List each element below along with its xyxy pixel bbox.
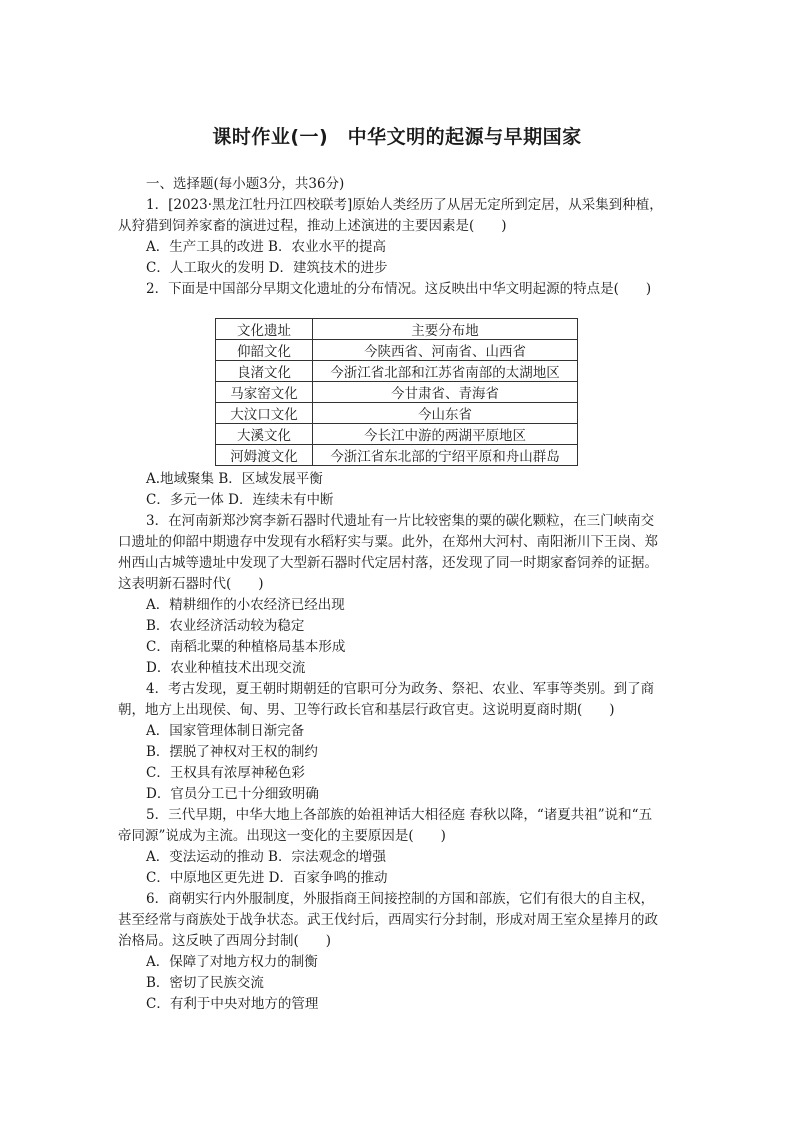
- question-text: 5．三代早期，中华大地上各部族的始祖神话大相径庭 春秋以降，“诸夏共祖”说和“五: [146, 807, 653, 823]
- option-line: C．中原地区更先进 D．百家争鸣的推动: [146, 870, 388, 886]
- option-line: B．密切了民族交流: [146, 975, 264, 991]
- option-line: D．农业种植技术出现交流: [146, 660, 306, 676]
- option-line: A.地域聚集 B．区域发展平衡: [146, 471, 323, 487]
- option-line: C．多元一体 D．连续未有中断: [146, 492, 334, 508]
- option-line: C．南稻北粟的种植格局基本形成: [146, 639, 346, 655]
- question-text: 1．[2023·黑龙江牡丹江四校联考]原始人类经历了从居无定所到定居，从采集到种植，: [146, 197, 663, 213]
- table-cell: 今山东省: [313, 403, 578, 424]
- question-text: 这表明新石器时代( ): [118, 576, 264, 592]
- question-text: 州西山古城等遗址中发现了大型新石器时代定居村落，还发现了同一时期家畜饲养的证据。: [118, 555, 658, 571]
- option-line: C．王权具有浓厚神秘色彩: [146, 765, 305, 781]
- option-line: C．有利于中央对地方的管理: [146, 996, 319, 1012]
- question-text: 6．商朝实行内外服制度，外服指商王间接控制的方国和部族，它们有很大的自主权，: [146, 891, 655, 907]
- culture-sites-table: [215, 318, 578, 466]
- table-cell: 大汶口文化: [216, 403, 313, 424]
- question-text: 4．考古发现，夏王朝时期朝廷的官职可分为政务、祭祀、农业、军事等类别。到了商: [146, 681, 655, 697]
- table-cell: 今浙江省东北部的宁绍平原和舟山群岛: [313, 445, 578, 466]
- table-cell: 今甘肃省、青海省: [313, 382, 578, 403]
- question-text: 甚至经常与商族处于战争状态。武王伐纣后，西周实行分封制，形成对周王室众星捧月的政: [118, 912, 658, 928]
- question-text: 2．下面是中国部分早期文化遗址的分布情况。这反映出中华文明起源的特点是( ): [146, 281, 652, 297]
- table-cell: 仰韶文化: [216, 340, 313, 361]
- table-header-row: [216, 319, 578, 340]
- question-text: 朝，地方上出现侯、甸、男、卫等行政长官和基层行政官吏。这说明夏商时期( ): [118, 702, 615, 718]
- option-line: B．农业经济活动较为稳定: [146, 618, 305, 634]
- question-text: 口遗址的仰韶中期遗存中发现有水稻籽实与粟。此外，在郑州大河村、南阳淅川下王岗、郑: [118, 534, 658, 550]
- table-cell: 今陕西省、河南省、山西省: [313, 340, 578, 361]
- table-row: [216, 424, 578, 445]
- table-header-cell: 主要分布地: [313, 319, 578, 340]
- table-header-cell: 文化遗址: [216, 319, 313, 340]
- option-line: D．官员分工已十分细致明确: [146, 786, 319, 802]
- question-text: 治格局。这反映了西周分封制( ): [118, 933, 332, 949]
- table-cell: 今长江中游的两湖平原地区: [313, 424, 578, 445]
- table-cell: 马家窑文化: [216, 382, 313, 403]
- table-row: [216, 445, 578, 466]
- section-heading: 一、选择题(每小题3分，共36分): [146, 176, 345, 192]
- option-line: A．变法运动的推动 B．宗法观念的增强: [146, 849, 386, 865]
- table-row: [216, 382, 578, 403]
- question-text: 3．在河南新郑沙窝李新石器时代遗址有一片比较密集的粟的碳化颗粒，在三门峡南交: [146, 513, 655, 529]
- question-text: 从狩猎到饲养家畜的演进过程，推动上述演进的主要因素是( ): [118, 218, 507, 234]
- table-cell: 今浙江省北部和江苏省南部的太湖地区: [313, 361, 578, 382]
- question-text: 帝同源”说成为主流。出现这一变化的主要原因是( ): [118, 828, 446, 844]
- table-row: [216, 361, 578, 382]
- table-cell: 河姆渡文化: [216, 445, 313, 466]
- table-cell: 良渚文化: [216, 361, 313, 382]
- option-line: B．摆脱了神权对王权的制约: [146, 744, 318, 760]
- option-line: C．人工取火的发明 D．建筑技术的进步: [146, 260, 388, 276]
- page-title: 课时作业(一) 中华文明的起源与早期国家: [212, 126, 582, 148]
- option-line: A．生产工具的改进 B．农业水平的提高: [146, 239, 386, 255]
- option-line: A．精耕细作的小农经济已经出现: [146, 597, 345, 613]
- option-line: A．保障了对地方权力的制衡: [146, 954, 318, 970]
- option-line: A．国家管理体制日渐完备: [146, 723, 305, 739]
- table-cell: 大溪文化: [216, 424, 313, 445]
- table-row: [216, 340, 578, 361]
- table-row: [216, 403, 578, 424]
